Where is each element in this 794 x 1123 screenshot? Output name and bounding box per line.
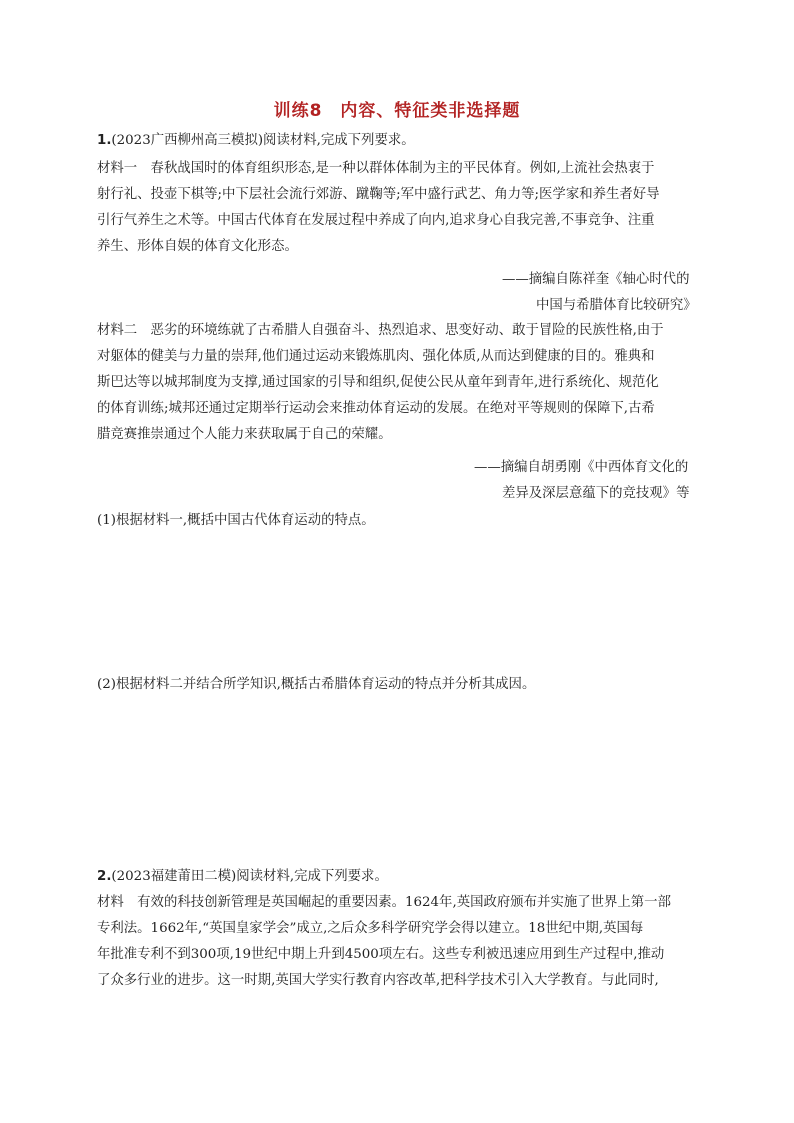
material-1-citation: ——摘编自陈祥奎《轴心时代的 [502, 272, 690, 287]
question-2-header [97, 868, 697, 886]
question-1-header [97, 132, 697, 150]
material-1-citation: 中国与希腊体育比较研究》 [536, 298, 697, 313]
material-1-line: 射行礼、投壶下棋等;中下层社会流行郊游、蹴鞠等;军中盛行武艺、角力等;医学家和养生者好导 [97, 187, 660, 202]
material-line: 专利法。1662年,“英国皇家学会”成立,之后众多科学研究学会得以建立。18世纪中期,英国每 [97, 921, 644, 936]
material-2-citation: ——摘编自胡勇刚《中西体育文化的 [474, 460, 689, 475]
material-2-line: 斯巴达等以城邦制度为支撑,通过国家的引导和组织,促使公民从童年到青年,进行系统化、规范化 [97, 375, 659, 390]
material-2-line: 材料二 恶劣的环境练就了古希腊人自强奋斗、热烈追求、思变好动、敢于冒险的民族性格,由于 [97, 323, 664, 338]
question-number: 1. [97, 133, 112, 148]
material-2-line: 的体育训练;城邦还通过定期举行运动会来推动体育运动的发展。在绝对平等规则的保障下,古希 [97, 401, 655, 416]
page-title: 训练8 内容、特征类非选择题 [273, 101, 521, 121]
material-2-line: 腊竞赛推崇通过个人能力来获取属于自己的荣耀。 [97, 427, 392, 442]
question-source: (2023福建莆田二模)阅读材料,完成下列要求。 [111, 869, 388, 884]
sub-question-2: (2)根据材料二并结合所学知识,概括古希腊体育运动的特点并分析其成因。 [97, 677, 536, 692]
question-number: 2. [97, 869, 112, 884]
sub-question-1: (1)根据材料一,概括中国古代体育运动的特点。 [97, 513, 375, 528]
material-2-line: 对躯体的健美与力量的崇拜,他们通过运动来锻炼肌肉、强化体质,从而达到健康的目的。雅典和 [97, 349, 655, 364]
material-1-line: 材料一 春秋战国时的体育组织形态,是一种以群体体制为主的平民体育。例如,上流社会热衷于 [97, 161, 655, 176]
material-2-citation: 差异及深层意蕴下的竞技观》等 [502, 486, 690, 501]
material-line: 年批准专利不到300项,19世纪中期上升到4500项左右。这些专利被迅速应用到生产过程中,推动 [97, 947, 665, 962]
question-source: (2023广西柳州高三模拟)阅读材料,完成下列要求。 [111, 133, 415, 148]
material-1-line: 引行气养生之术等。中国古代体育在发展过程中养成了向内,追求身心自我完善,不事竞争、注重 [97, 213, 655, 228]
material-line: 了众多行业的进步。这一时期,英国大学实行教育内容改革,把科学技术引入大学教育。与此同时, [97, 973, 659, 988]
material-1-line: 养生、形体自娱的体育文化形态。 [97, 239, 298, 254]
material-line: 材料 有效的科技创新管理是英国崛起的重要因素。1624年,英国政府颁布并实施了世界上第一部 [97, 895, 671, 910]
